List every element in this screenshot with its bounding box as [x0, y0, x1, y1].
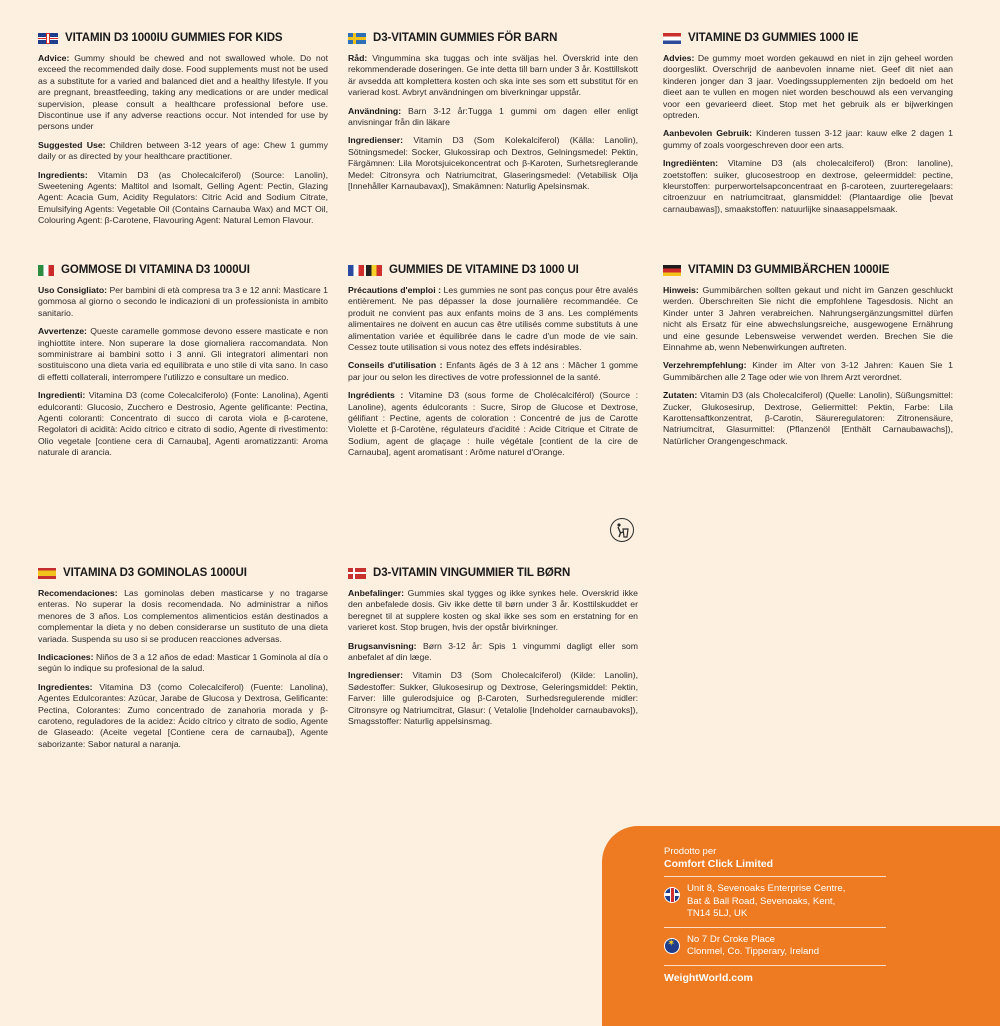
uk-flag-icon: [38, 33, 58, 44]
paragraph: Uso Consigliato: Per bambini di età compresa tra 3 e 12 anni: Masticare 1 gommosa al giorno o secondo le indicazioni di un professionista in ambito sanitario.: [38, 285, 328, 318]
divider: [664, 876, 886, 877]
italy-flag-icon: [38, 265, 54, 276]
paragraph: Ingredienser: Vitamin D3 (Som Kolekalciferol) (Källa: Lanolin), Sötningsmedel: Socker, Glukossirap och Dextros, Gelningsmedel: Pektin, Färgämnen: Lila Morotsjuicekoncentrat och β-Karoten, Surhetsreglerande Medel: Citronsyra och Natriumcitrat, Glaseringsmedel: (Vetabilisk Olja [Innehåller Karnaubavax]), Smakämnen: Naturlig Apelsinsmak.: [348, 135, 638, 192]
paragraph: Ingrédients : Vitamine D3 (sous forme de Cholécalciférol) (Source : Lanoline), agents édulcorants : Sucre, Sirop de Glucose et Dextrose, gélifiant : Pectine, agents de coloration : Concentré de jus de Carotte Violette et β-Carotène, régulateurs d'acidité : Acide Citrique et Citrate de Sodium, agent de glaçage : huile végétale [contient de la cire de Carnauba], agent aromatisant : Arôme naturel d'Orange.: [348, 390, 638, 458]
paragraph: Hinweis: Gummibärchen sollten gekaut und nicht im Ganzen geschluckt werden. Überschreiten Sie nicht die empfohlene Tagesdosis. Nicht an Kinder unter 3 Jahren verabreichen. Nahrungsergänzungsmittel dürfen nicht als Ersatz für eine abwechslungsreiche, ausgewogene Ernährung und eine gesunde Lebensweise verwendet werden. Brechen Sie die Einnahme ab, wenn Nebenwirkungen auftreten.: [663, 285, 953, 353]
section-title: D3-VITAMIN VINGUMMIER TIL BØRN: [373, 567, 571, 579]
paragraph: Avvertenze: Queste caramelle gommose devono essere masticate e non inghiottite intere. Non superare la dose giornaliera raccomandata. Non somministrare ai bambini sotto i 3 anni. Gli integratori alimentari non sostituiscono una dieta varia ed equilibrata e uno stile di vita sano. In caso di effetti collaterali, interrompere l'utilizzo e consultare un medico.: [38, 326, 328, 382]
section-german: [663, 264, 953, 454]
paragraph: Ingredients: Vitamin D3 (as Cholecalciferol) (Source: Lanolin), Sweetening Agents: Maltitol and Isomalt, Gelling Agent: Pectin, Glazing Agent: Acacia Gum, Acidity Regulators: Citric Acid and Sodium Citrate, Emulsifying Agents: Vegetable Oil (Contains Carnauba Wax) and MCT Oil, Colouring Agent: β-Carotene, Flavouring Agent: Natural Lemon Flavour.: [38, 169, 328, 226]
paragraph: Indicaciones: Niños de 3 a 12 años de edad: Masticar 1 Gominola al día o según lo indique su profesional de la salud.: [38, 652, 328, 674]
company-name: Comfort Click Limited: [664, 858, 774, 870]
section-title: GUMMIES DE VITAMINE D3 1000 UI: [389, 264, 579, 276]
paragraph: Suggested Use: Children between 3-12 years of age: Chew 1 gummy daily or as directed by your healthcare practitioner.: [38, 139, 328, 162]
section-title: GOMMOSE DI VITAMINA D3 1000UI: [61, 264, 250, 276]
paragraph: Råd: Vingummina ska tuggas och inte sväljas hel. Överskrid inte den rekommenderade doseringen. Ge inte detta till barn under 3 år. Kosttillskott är avsedda att komplettera kosten och ska inte ses som ett substitut för en varierad kost. Avbryt användningen om biverkningar uppstår.: [348, 53, 638, 98]
section-french: [348, 264, 638, 466]
paragraph: Advies: De gummy moet worden gekauwd en niet in zijn geheel worden doorgeslikt. Overschrijd de aanbevolen inname niet. Geef dit niet aan kinderen jonger dan 3 jaar. Voedingssupplementen zijn bedoeld om het dieet aan te vullen en mogen niet worden beschouwd als een vervanging voor een gevarieerd dieet. Stop met het gebruik als er bijwerkingen optreden.: [663, 53, 953, 121]
paragraph: Conseils d'utilisation : Enfants âgés de 3 à 12 ans : Mâcher 1 gomme par jour ou selon les directives de votre professionnel de la santé.: [348, 360, 638, 382]
paragraph: Ingrediënten: Vitamine D3 (als cholecalciferol) (Bron: lanoline), zoetstoffen: suiker, glucosestroop en dextrose, geleermiddel: pectine, kleurstoffen: purperwortelsapconcentraat en β-caroteen, zuurteregelaars: citroenzuur en natriumcitraat, glansmiddel: (Plantaardige olie [bevat carnaubawas]), smaakstoffen: natuurlijke sinaasappelsmaak.: [663, 158, 954, 214]
divider: [664, 965, 886, 966]
paragraph: Ingredienti: Vitamina D3 (come Colecalciferolo) (Fonte: Lanolina), Agenti edulcoranti: Glucosio, Zucchero e Destrosio, Agente gelificante: Pectina, Agenti coloranti: Concentrato di succo di carota viola e β-carotene, Regolatori di acidità: Acido citrico e citrato di sodio, Agente di rivestimento: Olio vegetale [contiene cera di Carnauba], Agenti aromatizzanti: Aroma naturale di arancia.: [38, 390, 328, 458]
paragraph: Ingredientes: Vitamina D3 (como Colecalciferol) (Fuente: Lanolina), Agentes Edulcorantes: Azúcar, Jarabe de Glucosa y Dextrosa, Gelificante: Pectina, Colorantes: Zumo concentrado de zanahoria morada y β-caroteno, reguladores de la acidez: Ácido cítrico y citrato de sodio, Agente de Glaseado: (Aceite vegetal [Contiene cera de carnauba]), Agente saborizante: Sabor natural a naranja.: [38, 681, 328, 749]
denmark-flag-icon: [348, 568, 366, 579]
netherlands-flag-icon: [663, 33, 681, 44]
section-title: VITAMIN D3 GUMMIBÄRCHEN 1000IE: [688, 264, 890, 276]
sweden-flag-icon: [348, 33, 366, 44]
uk-address: Unit 8, Sevenoaks Enterprise Centre, Bat & Ball Road, Sevenoaks, Kent, TN14 5LJ, UK: [664, 883, 886, 921]
section-swedish: [348, 32, 638, 199]
section-dutch: [663, 32, 953, 222]
made-by-label: Prodotto per: [664, 846, 717, 857]
paragraph: Anbefalinger: Gummies skal tygges og ikke synkes hele. Overskrid ikke den anbefalede dosis. Giv ikke dette til børn under 3 år. Kosttilskuddet er beregnet til at supplere kosten og skal ikke ses som en erstatning for en varieret kost. Stop brugen, hvis der opstår bivirkninger.: [348, 588, 638, 633]
paragraph: Aanbevolen Gebruik: Kinderen tussen 3-12 jaar: kauw elke 2 dagen 1 gummy of zoals voorgeschreven door een arts.: [663, 128, 953, 150]
germany-flag-icon: [663, 265, 681, 276]
section-title: VITAMINE D3 GUMMIES 1000 IE: [688, 32, 859, 44]
spain-flag-icon: [38, 568, 56, 579]
paragraph: Ingredienser: Vitamin D3 (Som Cholecalciferol) (Kilde: Lanolin), Sødestoffer: Sukker, Glukosesirup og Dextrose, Geleringsmiddel: Pektin, Farver: lille gulerodsjuice og β-Caroten, Surhedsregulerende midler: Citronsyre og Natriumcitrat, Glasur: ( Vetalolie [Indeholder carnaubavoks]), Smagsstoffer: Naturlig appelsinsmag.: [348, 670, 639, 727]
manufacturer-badge: [602, 826, 1000, 1026]
divider: [664, 927, 886, 928]
section-title: VITAMINA D3 GOMINOLAS 1000UI: [63, 567, 247, 579]
paragraph: Recomendaciones: Las gominolas deben masticarse y no tragarse enteras. No superar la dosis recomendada. No administrar a niños menores de 3 años. Los complementos alimenticios están destinados a complementar la dieta y no deben considerarse un sustituto de una dieta variada. Suspenda su uso si se producen reacciones adversas.: [38, 588, 328, 644]
eu-flag-icon: [664, 938, 680, 954]
section-spanish: [38, 567, 328, 757]
france-flag-icon: [348, 265, 364, 276]
section-italian: [38, 264, 328, 466]
section-danish: [348, 567, 638, 734]
paragraph: Brugsanvisning: Børn 3-12 år: Spis 1 vingummi dagligt eller som anbefalet af din læge.: [348, 640, 638, 663]
recycle-bin-icon: [610, 518, 634, 542]
section-title: VITAMIN D3 1000IU GUMMIES FOR KIDS: [65, 32, 283, 44]
uk-flag-icon: [664, 887, 680, 903]
section-english: [38, 32, 328, 234]
belgium-flag-icon: [366, 265, 382, 276]
paragraph: Précautions d'emploi : Les gummies ne sont pas conçus pour être avalés entièrement. Ne pas dépasser la dose journalière recommandée. Ce produit ne convient pas aux enfants moins de 3 ans. Les compléments alimentaires ne doivent en aucun cas être utilisés comme substituts à une alimentation variée et équilibrée dans le cadre d'un mode de vie sain. Cessez toute utilisation si vous notez des effets indésirables.: [348, 285, 638, 353]
paragraph: Zutaten: Vitamin D3 (als Cholecalciferol) (Quelle: Lanolin), Süßungsmittel: Zucker, Glukosesirup, Dextrose, Geliermittel: Pektin, Farbe: Lila Karottensaftkonzentrat, β-Carotin, Säureregulatoren: Zitronensäure, Natriumcitrat, Glasurmittel: (Pflanzenöl [Enthält Carnaubawachs]), Natürlicher Orangengeschmack.: [663, 390, 954, 446]
ireland-address: ✶ No 7 Dr Croke Place Clonmel, Co. Tipperary, Ireland: [664, 934, 886, 959]
website-link[interactable]: WeightWorld.com: [664, 971, 753, 984]
paragraph: Verzehrempfehlung: Kinder im Alter von 3-12 Jahren: Kauen Sie 1 Gummibärchen alle 2 Tage oder wie von Ihrem Arzt verordnet.: [663, 360, 953, 382]
section-title: D3-VITAMIN GUMMIES FÖR BARN: [373, 32, 558, 44]
paragraph: Advice: Gummy should be chewed and not swallowed whole. Do not exceed the recommended daily dose. Food supplements must not be used as a substitute for a varied and balanced diet and a healthy lifestyle. If you are pregnant, breastfeeding, taking any medications or are under medical supervision, please consult a healthcare professional before use. Discontinue use if any adverse reactions occur. Not intended for use by persons under: [38, 53, 328, 132]
paragraph: Användning: Barn 3-12 år:Tugga 1 gummi om dagen eller enligt anvisningar från din läkare: [348, 105, 638, 128]
